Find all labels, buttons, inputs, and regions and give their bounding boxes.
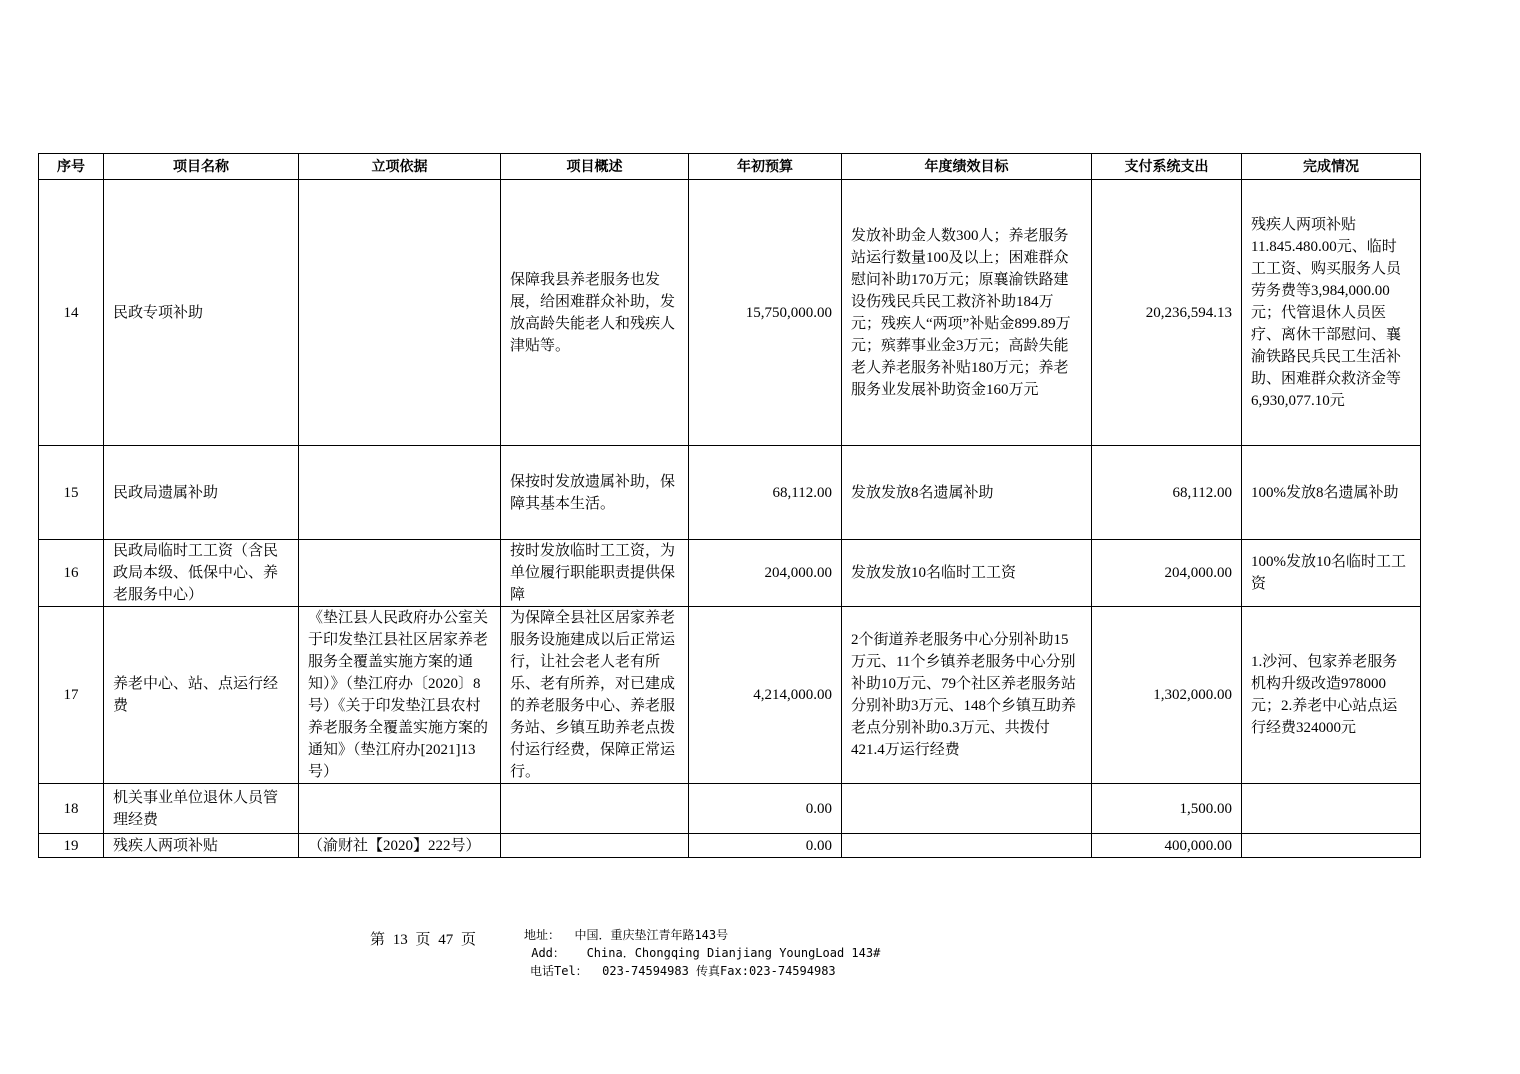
table-header-row <box>39 154 1421 180</box>
cell-name: 养老中心、站、点运行经费 <box>104 607 299 784</box>
cell-goal <box>842 834 1092 858</box>
cell-no: 16 <box>39 540 104 607</box>
header-payment: 支付系统支出 <box>1092 154 1242 180</box>
cell-summary <box>501 784 689 834</box>
cell-name: 民政局临时工工资（含民政局本级、低保中心、养老服务中心） <box>104 540 299 607</box>
cell-basis <box>299 180 501 446</box>
table-row <box>39 446 1421 540</box>
cell-budget: 4,214,000.00 <box>689 607 842 784</box>
footer-address-en: Add： China．Chongqing Dianjiang YoungLoad 143# <box>524 946 881 960</box>
footer-address-cn: 地址： 中国．重庆垫江青年路143号 <box>524 928 729 942</box>
cell-name: 民政专项补助 <box>104 180 299 446</box>
footer-phone: 电话Tel： 023-74594983 传真Fax:023-74594983 <box>530 964 836 978</box>
cell-payment: 68,112.00 <box>1092 446 1242 540</box>
table-row <box>39 784 1421 834</box>
header-budget: 年初预算 <box>689 154 842 180</box>
cell-summary: 保按时发放遗属补助，保障其基本生活。 <box>501 446 689 540</box>
table-row <box>39 607 1421 784</box>
header-summary: 项目概述 <box>501 154 689 180</box>
cell-payment: 1,302,000.00 <box>1092 607 1242 784</box>
cell-no: 15 <box>39 446 104 540</box>
header-name: 项目名称 <box>104 154 299 180</box>
cell-budget: 15,750,000.00 <box>689 180 842 446</box>
cell-no: 19 <box>39 834 104 858</box>
cell-status: 100%发放10名临时工工资 <box>1242 540 1421 607</box>
cell-status: 残疾人两项补贴11.845.480.00元、临时工工资、购买服务人员劳务费等3,984,000.00元；代管退休人员医疗、离休干部慰问、襄渝铁路民兵民工生活补助、困难群众救济金等6,930,077.10元 <box>1242 180 1421 446</box>
table-row <box>39 540 1421 607</box>
cell-goal: 发放发放8名遗属补助 <box>842 446 1092 540</box>
cell-status: 100%发放8名遗属补助 <box>1242 446 1421 540</box>
header-no: 序号 <box>39 154 104 180</box>
cell-basis <box>299 446 501 540</box>
cell-basis <box>299 540 501 607</box>
cell-status <box>1242 784 1421 834</box>
cell-budget: 68,112.00 <box>689 446 842 540</box>
cell-payment: 1,500.00 <box>1092 784 1242 834</box>
cell-goal: 发放补助金人数300人；养老服务站运行数量100及以上；困难群众慰问补助170万元；原襄渝铁路建设伤残民兵民工救济补助184万元；残疾人“两项”补贴金899.89万元；殡葬事业金3万元；高龄失能老人养老服务补贴180万元；养老服务业发展补助资金160万元 <box>842 180 1092 446</box>
cell-goal <box>842 784 1092 834</box>
cell-payment: 204,000.00 <box>1092 540 1242 607</box>
cell-goal: 2个街道养老服务中心分别补助15万元、11个乡镇养老服务中心分别补助10万元、79个社区养老服务站分别补助3万元、148个乡镇互助养老点分别补助0.3万元、共拨付421.4万运行经费 <box>842 607 1092 784</box>
cell-budget: 204,000.00 <box>689 540 842 607</box>
cell-summary <box>501 834 689 858</box>
cell-summary: 保障我县养老服务也发展，给困难群众补助，发放高龄失能老人和残疾人津贴等。 <box>501 180 689 446</box>
cell-basis: 《垫江县人民政府办公室关于印发垫江县社区居家养老服务全覆盖实施方案的通知）》（垫江府办〔2020〕8号）《关于印发垫江县农村养老服务全覆盖实施方案的通知》（垫江府办[2021]13号） <box>299 607 501 784</box>
table-row <box>39 180 1421 446</box>
cell-status <box>1242 834 1421 858</box>
cell-budget: 0.00 <box>689 784 842 834</box>
cell-basis: （渝财社【2020】222号） <box>299 834 501 858</box>
page-number: 第 13 页 47 页 <box>370 932 477 948</box>
cell-summary: 按时发放临时工工资，为单位履行职能职责提供保障 <box>501 540 689 607</box>
cell-no: 18 <box>39 784 104 834</box>
cell-name: 机关事业单位退休人员管理经费 <box>104 784 299 834</box>
cell-payment: 20,236,594.13 <box>1092 180 1242 446</box>
header-status: 完成情况 <box>1242 154 1421 180</box>
cell-no: 14 <box>39 180 104 446</box>
cell-goal: 发放发放10名临时工工资 <box>842 540 1092 607</box>
cell-payment: 400,000.00 <box>1092 834 1242 858</box>
header-goal: 年度绩效目标 <box>842 154 1092 180</box>
cell-budget: 0.00 <box>689 834 842 858</box>
cell-summary: 为保障全县社区居家养老服务设施建成以后正常运行，让社会老人老有所乐、老有所养，对已建成的养老服务中心、养老服务站、乡镇互助养老点拨付运行经费，保障正常运行。 <box>501 607 689 784</box>
header-basis: 立项依据 <box>299 154 501 180</box>
table-row <box>39 834 1421 858</box>
performance-table <box>38 153 1421 858</box>
cell-status: 1.沙河、包家养老服务机构升级改造978000元；2.养老中心站点运行经费324000元 <box>1242 607 1421 784</box>
cell-name: 民政局遗属补助 <box>104 446 299 540</box>
cell-no: 17 <box>39 607 104 784</box>
cell-basis <box>299 784 501 834</box>
cell-name: 残疾人两项补贴 <box>104 834 299 858</box>
